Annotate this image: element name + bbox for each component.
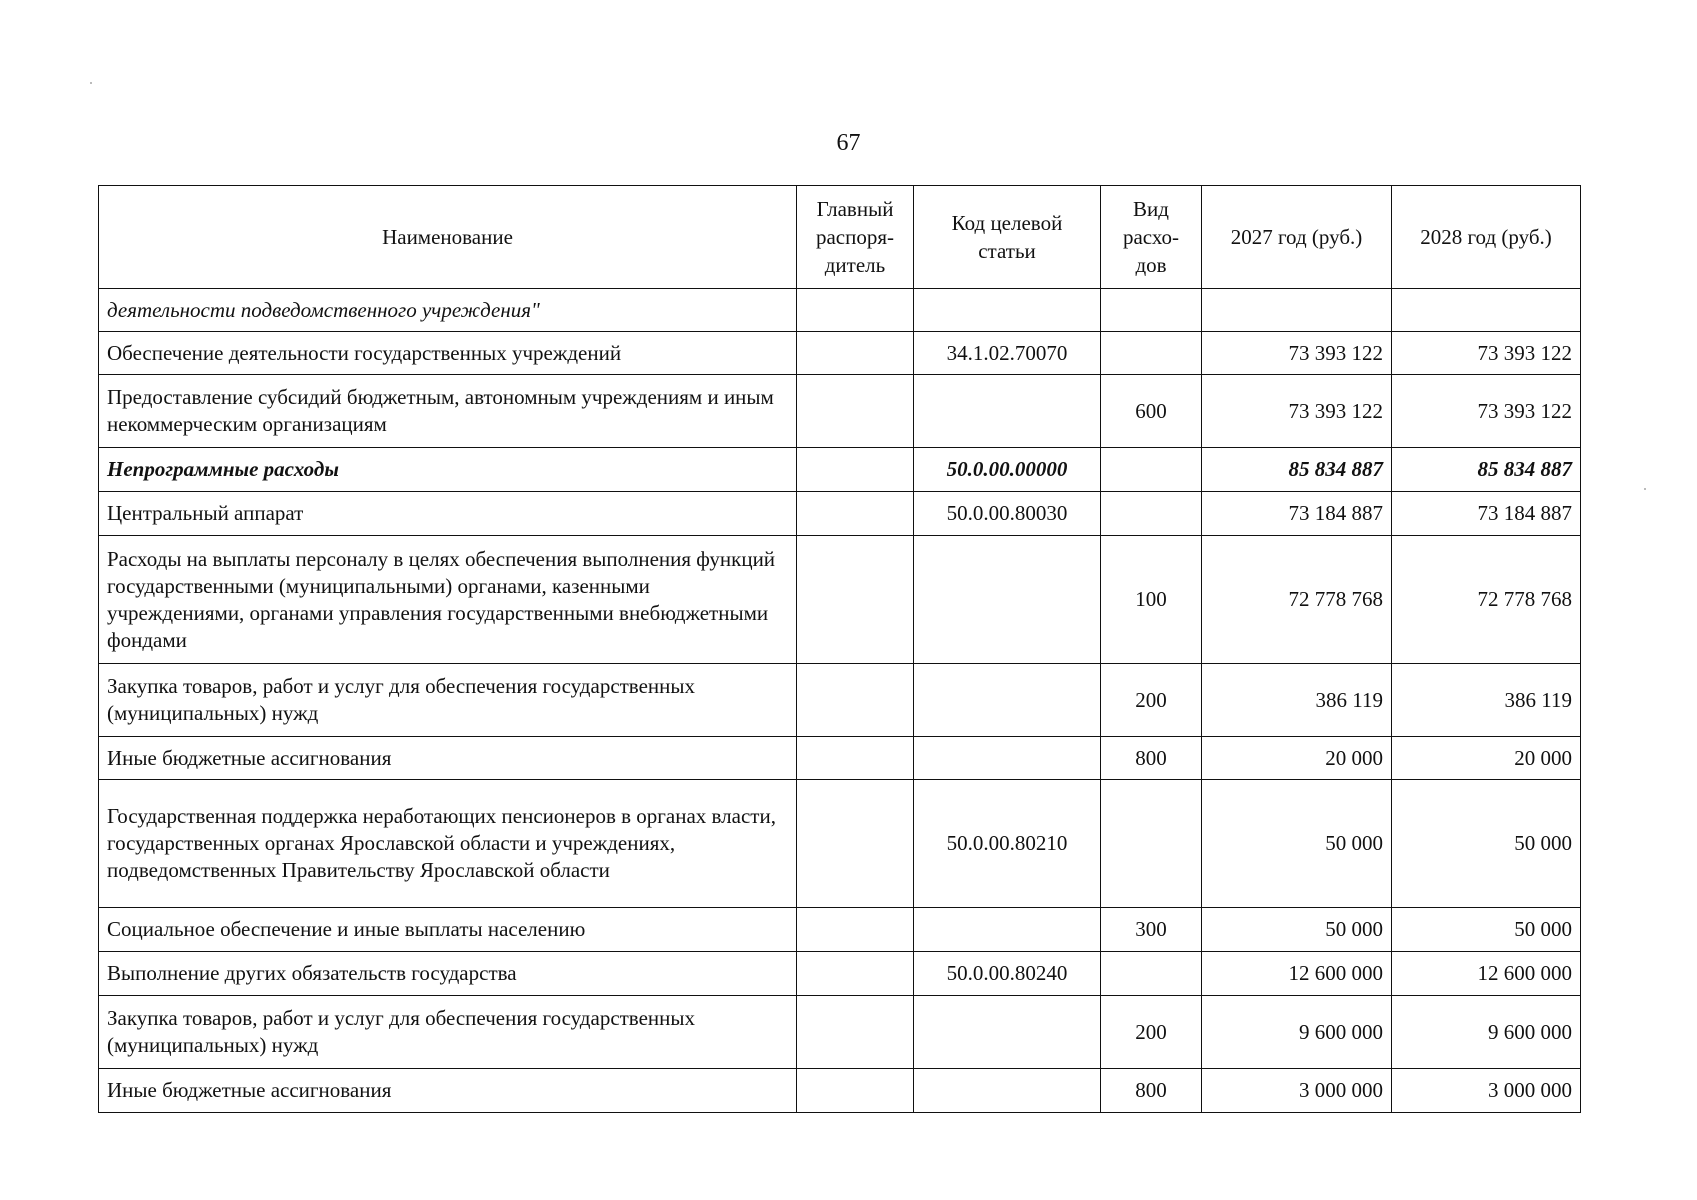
cell-manager (797, 375, 914, 448)
table-row (99, 332, 1581, 375)
cell-name: Иные бюджетные ассигнования (99, 737, 797, 780)
cell-2027: 12 600 000 (1202, 952, 1392, 996)
cell-name: Социальное обеспечение и иные выплаты населению (99, 908, 797, 952)
cell-name: Закупка товаров, работ и услуг для обеспечения государственных (муниципальных) нужд (99, 664, 797, 737)
cell-manager (797, 332, 914, 375)
cell-code: 34.1.02.70070 (914, 332, 1101, 375)
cell-2027: 386 119 (1202, 664, 1392, 737)
cell-code (914, 289, 1101, 332)
cell-2027 (1202, 289, 1392, 332)
cell-2028: 50 000 (1392, 908, 1581, 952)
table-row (99, 375, 1581, 448)
header-2027: 2027 год (руб.) (1202, 186, 1392, 289)
cell-2028: 50 000 (1392, 780, 1581, 908)
cell-name: Обеспечение деятельности государственных учреждений (99, 332, 797, 375)
table-row (99, 492, 1581, 536)
cell-code (914, 1069, 1101, 1113)
cell-code (914, 664, 1101, 737)
cell-manager (797, 289, 914, 332)
cell-2028: 85 834 887 (1392, 448, 1581, 492)
scan-dot-left (90, 82, 92, 84)
cell-code: 50.0.00.00000 (914, 448, 1101, 492)
header-type: Вид расхо-дов (1101, 186, 1202, 289)
cell-code: 50.0.00.80210 (914, 780, 1101, 908)
cell-type (1101, 332, 1202, 375)
cell-code (914, 375, 1101, 448)
cell-2027: 50 000 (1202, 780, 1392, 908)
cell-name: Выполнение других обязательств государства (99, 952, 797, 996)
cell-name: Предоставление субсидий бюджетным, автономным учреждениям и иным некоммерческим организациям (99, 375, 797, 448)
cell-manager (797, 492, 914, 536)
table-row (99, 1069, 1581, 1113)
cell-2027: 50 000 (1202, 908, 1392, 952)
table-row (99, 908, 1581, 952)
cell-2027: 72 778 768 (1202, 536, 1392, 664)
cell-code (914, 737, 1101, 780)
cell-2028: 12 600 000 (1392, 952, 1581, 996)
table-header-row (99, 186, 1581, 289)
cell-name: Государственная поддержка неработающих пенсионеров в органах власти, государственных органах Ярославской области и учреждениях, подведомственных Правительству Ярославской области (99, 780, 797, 908)
cell-type (1101, 289, 1202, 332)
table-row (99, 780, 1581, 908)
table-row (99, 664, 1581, 737)
table-row (99, 448, 1581, 492)
header-name: Наименование (99, 186, 797, 289)
cell-manager (797, 664, 914, 737)
cell-2027: 3 000 000 (1202, 1069, 1392, 1113)
cell-2027: 73 393 122 (1202, 332, 1392, 375)
header-code: Код целевой статьи (914, 186, 1101, 289)
cell-manager (797, 952, 914, 996)
cell-type: 300 (1101, 908, 1202, 952)
cell-manager (797, 448, 914, 492)
cell-code (914, 996, 1101, 1069)
cell-manager (797, 1069, 914, 1113)
table-row (99, 737, 1581, 780)
page-number: 67 (836, 130, 861, 156)
table-row (99, 289, 1581, 332)
cell-manager (797, 996, 914, 1069)
cell-code: 50.0.00.80030 (914, 492, 1101, 536)
cell-name: деятельности подведомственного учреждения" (99, 289, 797, 332)
header-manager: Главный распоря-дитель (797, 186, 914, 289)
cell-manager (797, 536, 914, 664)
cell-2027: 9 600 000 (1202, 996, 1392, 1069)
cell-type: 100 (1101, 536, 1202, 664)
cell-type: 800 (1101, 737, 1202, 780)
cell-2027: 73 184 887 (1202, 492, 1392, 536)
header-2028: 2028 год (руб.) (1392, 186, 1581, 289)
table-row (99, 952, 1581, 996)
cell-manager (797, 908, 914, 952)
cell-2028: 9 600 000 (1392, 996, 1581, 1069)
cell-2028: 73 184 887 (1392, 492, 1581, 536)
cell-name: Непрограммные расходы (99, 448, 797, 492)
cell-2027: 20 000 (1202, 737, 1392, 780)
budget-table (98, 185, 1581, 1113)
cell-type (1101, 492, 1202, 536)
cell-type (1101, 952, 1202, 996)
cell-2028 (1392, 289, 1581, 332)
cell-type: 200 (1101, 996, 1202, 1069)
cell-manager (797, 737, 914, 780)
cell-type: 200 (1101, 664, 1202, 737)
cell-name: Иные бюджетные ассигнования (99, 1069, 797, 1113)
cell-2028: 3 000 000 (1392, 1069, 1581, 1113)
cell-2028: 73 393 122 (1392, 375, 1581, 448)
cell-2028: 20 000 (1392, 737, 1581, 780)
cell-name: Центральный аппарат (99, 492, 797, 536)
scan-dot-right (1644, 488, 1646, 490)
cell-2028: 72 778 768 (1392, 536, 1581, 664)
cell-2027: 85 834 887 (1202, 448, 1392, 492)
cell-2028: 386 119 (1392, 664, 1581, 737)
cell-code (914, 536, 1101, 664)
cell-code (914, 908, 1101, 952)
cell-name: Расходы на выплаты персоналу в целях обеспечения выполнения функций государственными (муниципальными) органами, казенными учреждениями, органами управления государственными внебюджетными фондами (99, 536, 797, 664)
cell-name: Закупка товаров, работ и услуг для обеспечения государственных (муниципальных) нужд (99, 996, 797, 1069)
cell-2027: 73 393 122 (1202, 375, 1392, 448)
cell-type (1101, 448, 1202, 492)
cell-type: 800 (1101, 1069, 1202, 1113)
table-row (99, 536, 1581, 664)
cell-2028: 73 393 122 (1392, 332, 1581, 375)
cell-type: 600 (1101, 375, 1202, 448)
cell-type (1101, 780, 1202, 908)
cell-manager (797, 780, 914, 908)
cell-code: 50.0.00.80240 (914, 952, 1101, 996)
table-row (99, 996, 1581, 1069)
